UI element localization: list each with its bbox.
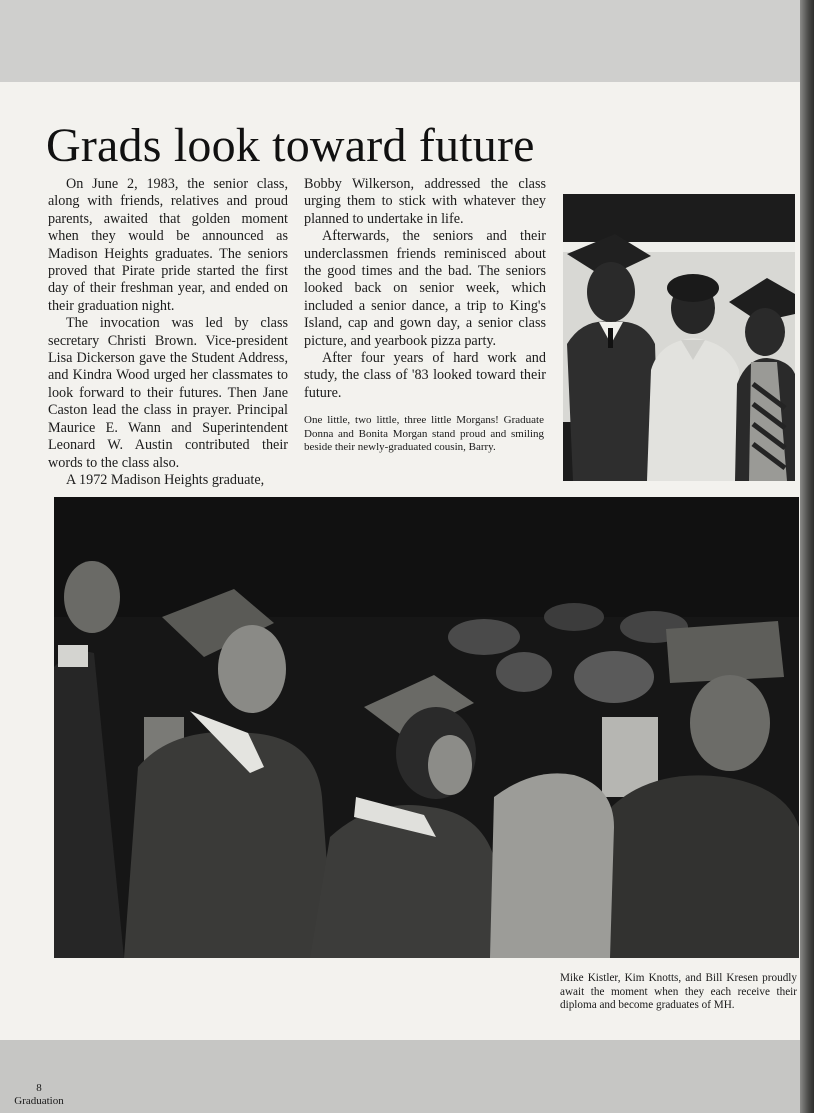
paragraph: The invocation was led by class secretary Christi Brown. Vice-president Lisa Dickerson gave the Student Address, and Kindra Wood urged her classmates to look forward to their futures. Then Jane Caston lead the class in prayer. Principal Maurice E. Wann and Superintendent Leonard W. Austin contributed their words to the class also. bbox=[48, 315, 288, 471]
article-column-1 bbox=[48, 176, 288, 489]
headline: Grads look toward future bbox=[46, 119, 535, 172]
paragraph: After four years of hard work and study, the class of '83 looked toward their future. bbox=[304, 350, 546, 401]
photo-caption-morgans: One little, two little, three little Morgans! Graduate Donna and Bonita Morgan stand proud and smiling beside their newly-graduated cousin, Barry. bbox=[304, 414, 544, 454]
page-folio bbox=[4, 1082, 74, 1108]
book-binding-edge bbox=[800, 0, 814, 1113]
scan-background-bottom bbox=[0, 1040, 814, 1113]
paragraph: Afterwards, the seniors and their underclassmen friends reminisced about the good times and the bad. The seniors looked back on senior week, which included a senior dance, a trip to King's Island, cap and gown day, a senior class picture, and yearbook pizza party. bbox=[304, 228, 546, 349]
page-number: 8 bbox=[36, 1082, 42, 1094]
article-column-2 bbox=[304, 176, 546, 402]
photo-morgan-graduates bbox=[563, 194, 795, 481]
paragraph: A 1972 Madison Heights graduate, bbox=[66, 471, 265, 488]
scan-background-top bbox=[0, 0, 814, 82]
paragraph: On June 2, 1983, the senior class, along with friends, relatives and proud parents, awaited that golden moment when they would be announced as Madison Heights graduates. The seniors proved that Pirate pride started the first day of their freshman year, and ended on their graduation night. bbox=[48, 176, 288, 314]
section-name: Graduation bbox=[14, 1095, 64, 1107]
photo-caption-procession: Mike Kistler, Kim Knotts, and Bill Kresen proudly await the moment when they each receive their diploma and become graduates of MH. bbox=[560, 972, 797, 1012]
paragraph: Bobby Wilkerson, addressed the class urging them to stick with whatever they planned to undertake in life. bbox=[304, 176, 546, 227]
photo-graduation-procession bbox=[54, 497, 799, 958]
